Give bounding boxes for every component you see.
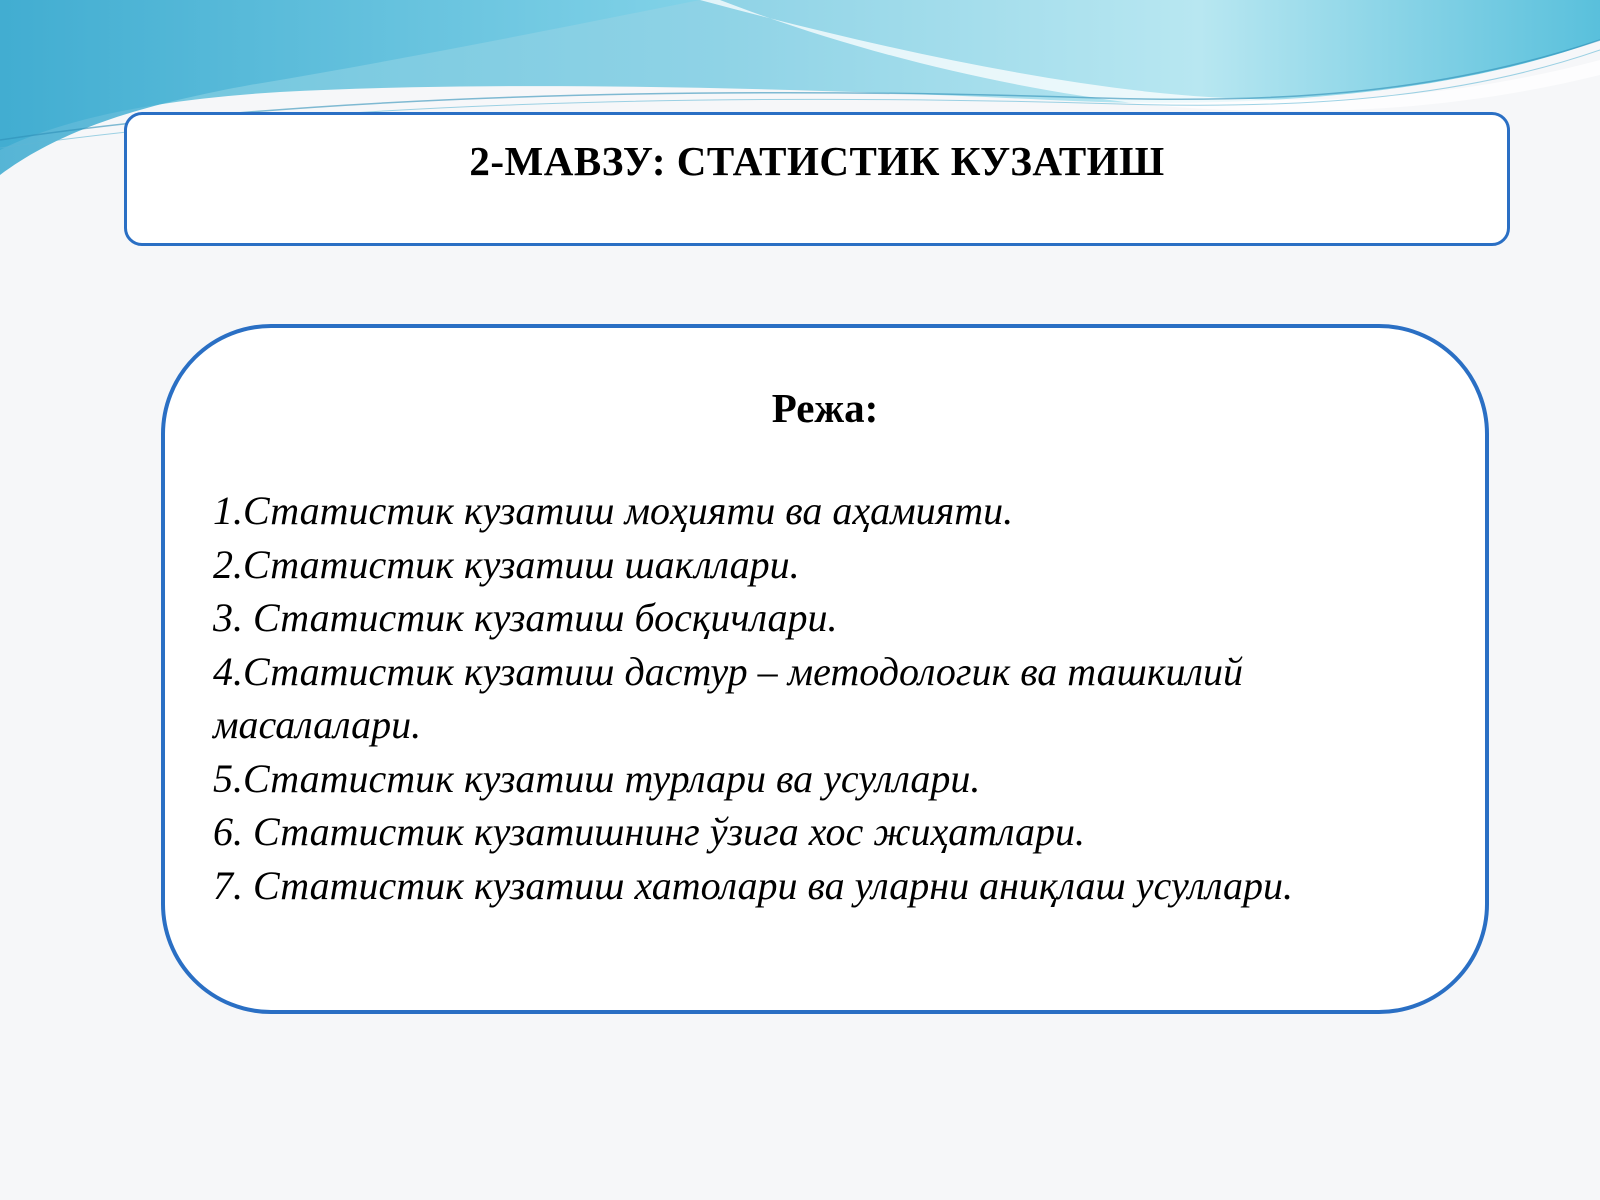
slide-title: 2-МАВЗУ: СТАТИСТИК КУЗАТИШ <box>469 138 1165 184</box>
title-box <box>124 112 1510 246</box>
plan-item-2: 2.Статистик кузатиш шакллари. <box>213 541 800 587</box>
plan-item-5: 5.Статистик кузатиш турлари ва усуллари. <box>213 755 981 801</box>
plan-item-6: 6. Статистик кузатишнинг ўзига хос жиҳатлари. <box>213 809 1086 854</box>
plan-heading: Режа: <box>771 385 879 431</box>
plan-item-1: 1.Статистик кузатиш моҳияти ва аҳамияти. <box>213 488 1014 533</box>
plan-item-7: 7. Статистик кузатиш хатолари ва уларни аниқлаш усуллари. <box>213 862 1294 908</box>
plan-box <box>161 324 1489 1014</box>
plan-item-3: 3. Статистик кузатиш босқичлари. <box>213 595 838 640</box>
plan-item-4: 4.Статистик кузатиш дастур – методологик ва ташкилий масалалари. <box>213 648 1243 747</box>
plan-list <box>213 484 1453 912</box>
